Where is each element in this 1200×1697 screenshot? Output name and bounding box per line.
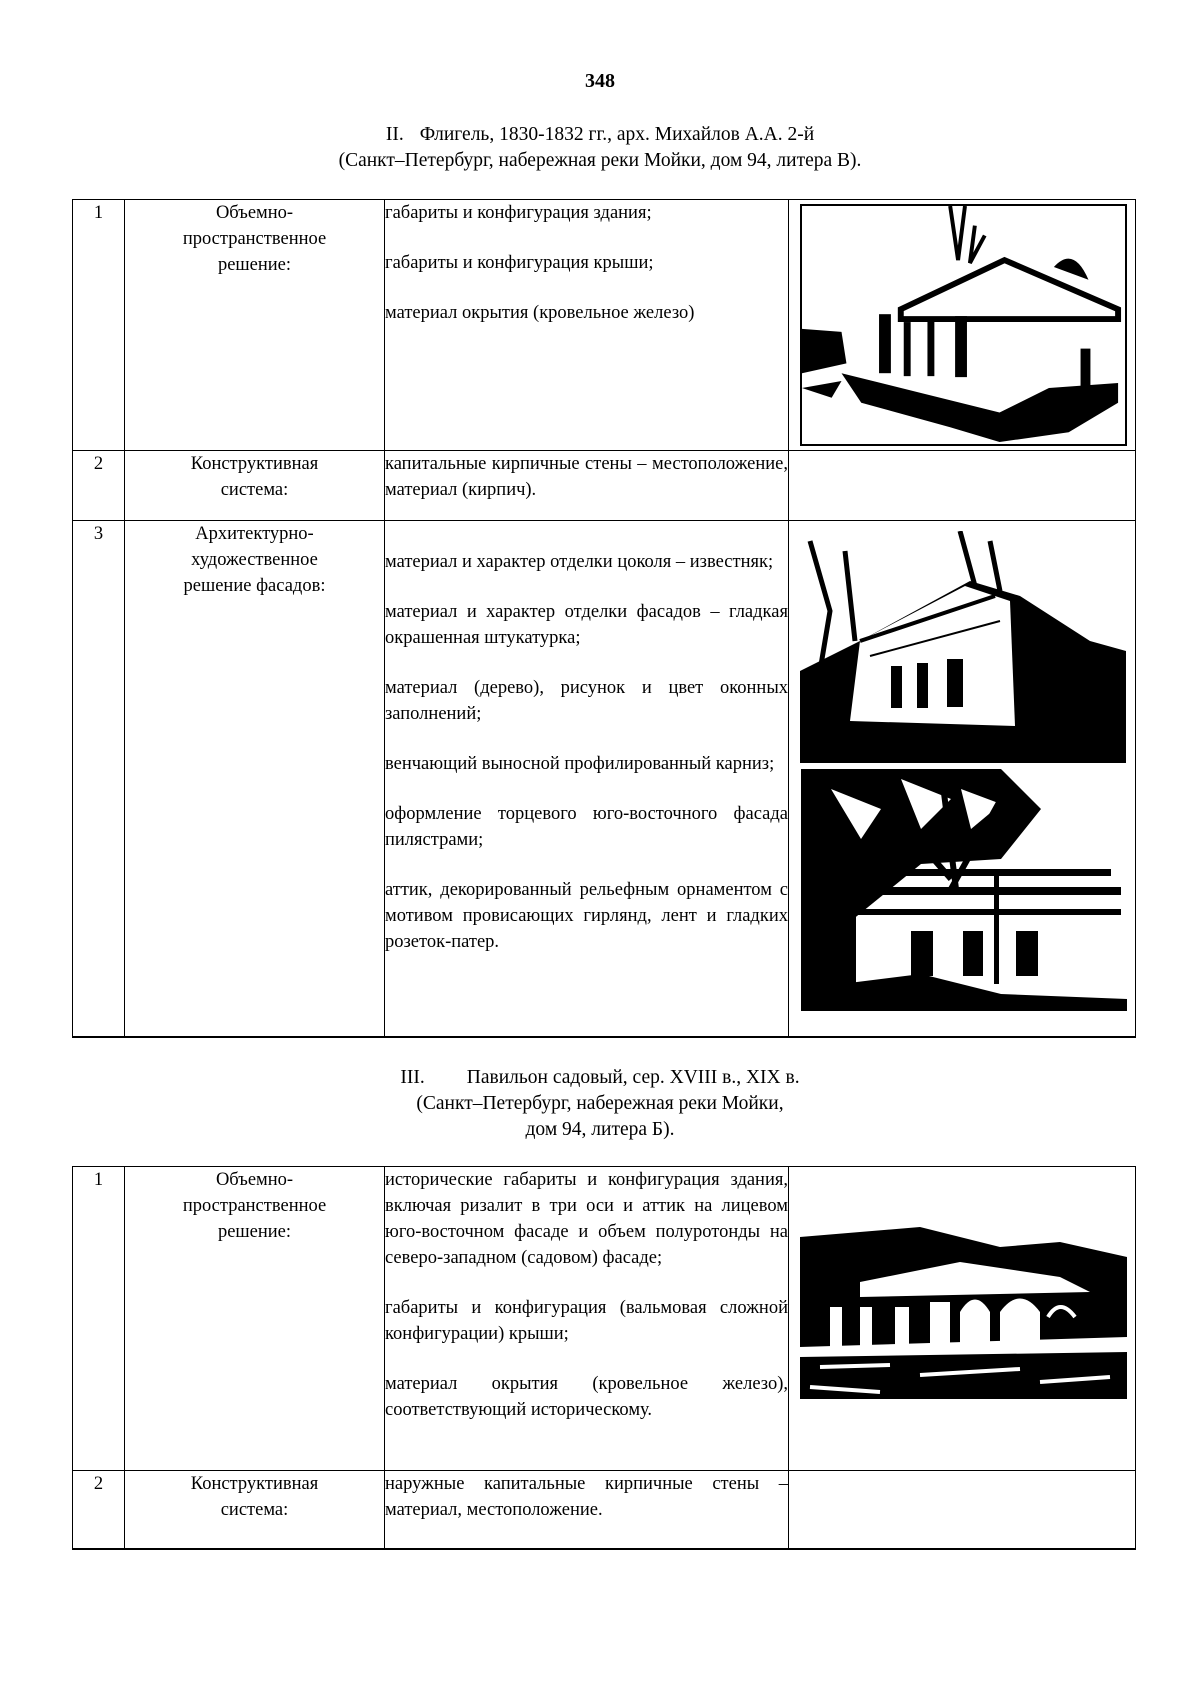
row-category: [125, 200, 385, 451]
category-line: система:: [220, 480, 289, 500]
section-2-number: II.: [385, 124, 404, 145]
description-item: материал (дерево), рисунок и цвет оконных заполнений;: [385, 678, 788, 724]
category-line: решение фасадов:: [183, 576, 326, 596]
section-2-table: [72, 199, 1136, 1038]
category-line: пространственное: [182, 229, 327, 249]
description-item: габариты и конфигурация здания;: [385, 203, 652, 223]
row-description: [385, 521, 789, 1037]
row-photo-cell: [789, 451, 1136, 521]
row-category: [125, 1167, 385, 1471]
description-item: исторические габариты и конфигурация здания, включая ризалит в три оси и аттик на лицевом юго-восточном фасаде и объем полуротонды на северо-западном (садовом) фасаде;: [385, 1170, 788, 1268]
photo-fligel-trees: [801, 769, 1127, 1011]
section-3-subtitle-line: (Санкт–Петербург, набережная реки Мойки,: [416, 1093, 784, 1114]
section-2-subtitle: (Санкт–Петербург, набережная реки Мойки, дом 94, литера В).: [338, 150, 862, 171]
row-description: [385, 200, 789, 451]
section-3-title: Павильон садовый, сер. XVIII в., XIX в.: [466, 1067, 800, 1088]
section-2-title: Флигель, 1830-1832 гг., арх. Михайлов А.А. 2-й: [419, 124, 815, 145]
table-row: [73, 451, 1136, 521]
row-description: [385, 1167, 789, 1471]
table-row: [73, 1471, 1136, 1549]
row-number: 3: [73, 521, 125, 1037]
category-line: пространственное: [182, 1196, 327, 1216]
photo-fligel-facade: [800, 531, 1126, 763]
section-3-heading: [0, 1065, 1200, 1143]
section-3-title-line: [0, 1065, 1200, 1091]
row-number: 1: [73, 1167, 125, 1471]
row-category: [125, 521, 385, 1037]
description-item: габариты и конфигурация крыши;: [385, 253, 654, 273]
description-item: капитальные кирпичные стены – местоположение, материал (кирпич).: [385, 454, 788, 500]
category-line: художественное: [191, 550, 318, 570]
category-line: Конструктивная: [190, 1474, 319, 1494]
page-number: 348: [585, 70, 615, 92]
category-line: решение:: [217, 255, 292, 275]
description-item: габариты и конфигурация (вальмовая сложной конфигурации) крыши;: [385, 1298, 788, 1344]
table-row: [73, 1167, 1136, 1471]
category-line: решение:: [217, 1222, 292, 1242]
category-line: Архитектурно-: [195, 524, 314, 544]
row-category: [125, 451, 385, 521]
row-description: [385, 1471, 789, 1549]
section-3-number: III.: [400, 1067, 425, 1088]
row-photo-cell: [789, 521, 1136, 1037]
description-item: наружные капитальные кирпичные стены – материал, местоположение.: [385, 1474, 788, 1520]
section-3-subtitle-line: дом 94, литера Б).: [525, 1119, 675, 1140]
photo-pavilion: [800, 1217, 1127, 1399]
description-item: материал окрытия (кровельное железо), соответствующий историческому.: [385, 1374, 788, 1420]
category-line: Конструктивная: [190, 454, 319, 474]
photo-fligel-roof: [800, 204, 1127, 446]
row-photo-cell: [789, 1167, 1136, 1471]
description-item: материал и характер отделки цоколя – известняк;: [385, 552, 774, 572]
table-row: [73, 200, 1136, 451]
row-photo-cell: [789, 200, 1136, 451]
category-line: система:: [220, 1500, 289, 1520]
category-line: Объемно-: [215, 203, 294, 223]
row-number: 2: [73, 1471, 125, 1549]
section-2-title-line: [0, 122, 1200, 148]
row-number: 1: [73, 200, 125, 451]
row-category: [125, 1471, 385, 1549]
category-line: Объемно-: [215, 1170, 294, 1190]
description-item: аттик, декорированный рельефным орнаментом с мотивом провисающих гирлянд, лент и гладких розеток-патер.: [385, 880, 788, 952]
row-description: [385, 451, 789, 521]
table-row: [73, 521, 1136, 1037]
description-item: материал и характер отделки фасадов – гладкая окрашенная штукатурка;: [385, 602, 788, 648]
description-item: венчающий выносной профилированный карниз;: [385, 754, 775, 774]
description-item: оформление торцевого юго-восточного фасада пилястрами;: [385, 804, 788, 850]
section-2-heading: [0, 122, 1200, 174]
row-photo-cell: [789, 1471, 1136, 1549]
section-3-table: [72, 1166, 1136, 1550]
description-item: материал окрытия (кровельное железо): [385, 303, 695, 323]
row-number: 2: [73, 451, 125, 521]
